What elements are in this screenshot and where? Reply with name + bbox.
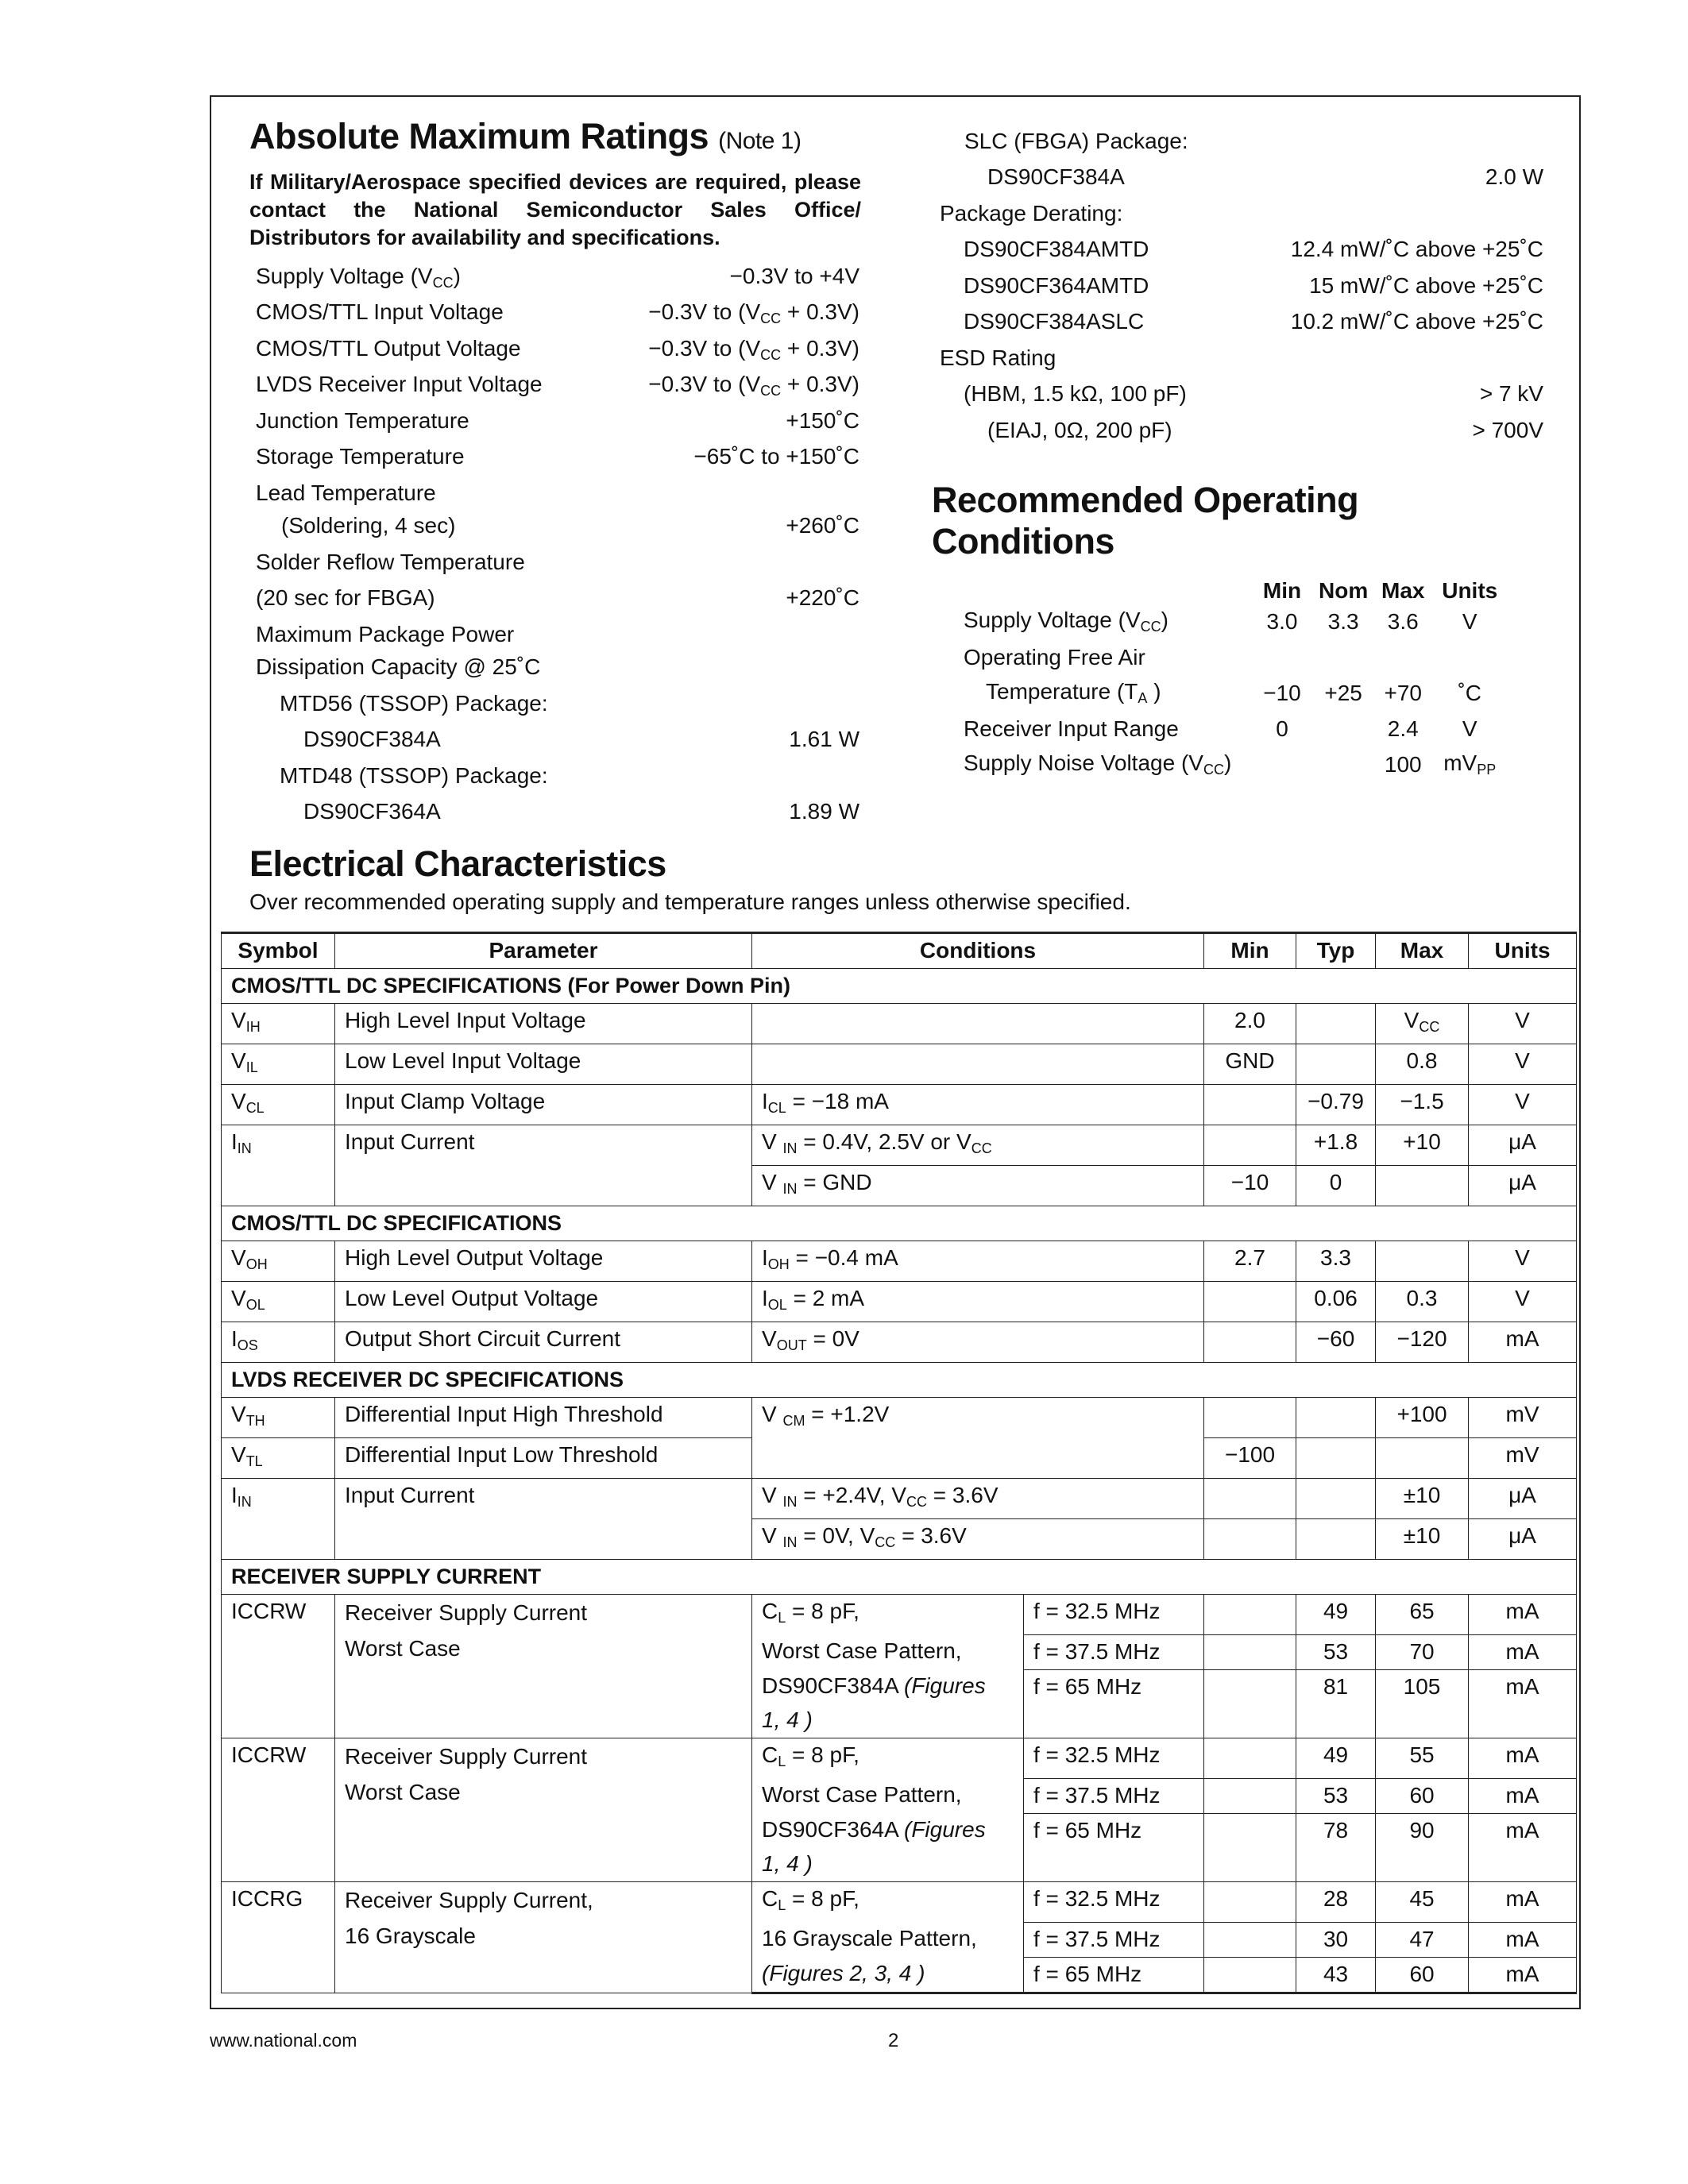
- typ-cell: +1.8: [1296, 1125, 1376, 1166]
- typ-cell: 0.06: [1296, 1282, 1376, 1322]
- parameter-cell: Receiver Supply Current Worst Case: [335, 1595, 752, 1738]
- conditions-cell: 1, 4 ): [752, 1704, 1024, 1738]
- amr-row-label: DS90CF364A: [303, 799, 441, 824]
- conditions-cell: DS90CF364A (Figures: [752, 1813, 1024, 1847]
- roc-header-row: [957, 578, 1508, 604]
- roc-min: −10: [1263, 680, 1301, 705]
- min-cell: 2.0: [1204, 1004, 1296, 1044]
- amr-row-label: LVDS Receiver Input Voltage: [256, 372, 543, 396]
- units-cell: μA: [1469, 1479, 1577, 1519]
- units-cell: μA: [1469, 1519, 1577, 1560]
- amr-warning: If Military/Aerospace specified devices are required, please contact the National Semiconductor Sales Office/ Distributors for availability and specifications.: [249, 170, 861, 249]
- table-row: [222, 1882, 1577, 1923]
- max-cell: 90: [1376, 1813, 1469, 1882]
- symbol-cell: $V_{CL}$: [222, 1085, 335, 1125]
- amr-row-value: 15 mW/˚C above +25˚C: [1309, 273, 1543, 298]
- units-cell: mA: [1469, 1813, 1577, 1882]
- symbol-cell: $I_{IN}$: [222, 1125, 335, 1206]
- typ-cell: 49: [1296, 1595, 1376, 1635]
- amr-row-label: (EIAJ, 0Ω, 200 pF): [987, 418, 1172, 442]
- amr-title: Absolute Maximum Ratings (Note 1): [249, 116, 802, 156]
- amr-right-list: [940, 129, 1543, 462]
- amr-row-value: +220˚C: [786, 585, 859, 610]
- typ-cell: 53: [1296, 1778, 1376, 1813]
- amr-row-value: −65˚C to +150˚C: [693, 444, 859, 469]
- frequency-cell: f = 37.5 MHz: [1024, 1634, 1204, 1669]
- amr-row-label: DS90CF384A: [987, 164, 1125, 189]
- parameter-cell: Input Clamp Voltage: [335, 1085, 752, 1125]
- amr-row-label: Lead Temperature: [256, 480, 436, 505]
- section-row: CMOS/TTL DC SPECIFICATIONS: [222, 1206, 1577, 1241]
- amr-row-label: Junction Temperature: [256, 408, 469, 433]
- roc-header: Min: [1262, 578, 1302, 603]
- ec-header: Typ: [1296, 933, 1376, 969]
- table-row: [222, 1085, 1577, 1125]
- amr-note: (Note 1): [718, 128, 802, 154]
- min-cell: GND: [1204, 1044, 1296, 1085]
- roc-max: 3.6: [1387, 608, 1419, 634]
- table-row: [222, 1398, 1577, 1438]
- amr-row-value: > 7 kV: [1479, 381, 1543, 406]
- amr-row-value: > 700V: [1472, 418, 1543, 442]
- amr-row-value: 12.4 mW/˚C above +25˚C: [1290, 237, 1543, 261]
- amr-row-label: DS90CF384ASLC: [964, 309, 1145, 334]
- frequency-cell: f = 65 MHz: [1024, 1669, 1204, 1738]
- max-cell: 105: [1376, 1669, 1469, 1738]
- roc-nom: [1312, 639, 1374, 675]
- parameter-cell: Input Current: [335, 1479, 752, 1560]
- min-cell: 2.7: [1204, 1241, 1296, 1282]
- units-cell: mV: [1469, 1438, 1577, 1479]
- roc-header: Units: [1442, 578, 1498, 603]
- max-cell: 65: [1376, 1595, 1469, 1635]
- max-cell: 60: [1376, 1778, 1469, 1813]
- roc-label: Operating Free Air: [964, 644, 1145, 669]
- roc-max: 2.4: [1387, 716, 1419, 741]
- table-row: [222, 1322, 1577, 1363]
- min-cell: −100: [1204, 1438, 1296, 1479]
- symbol-cell: ICCRG: [222, 1882, 335, 1993]
- conditions-cell: $C_L = 8$ pF,: [752, 1738, 1024, 1779]
- max-cell: $V_{CC}$: [1376, 1004, 1469, 1044]
- roc-label: Supply Voltage $(V_{CC})$: [964, 608, 1168, 635]
- roc-title: Recommended Operating Conditions: [932, 480, 1359, 561]
- ec-heading: [249, 843, 1131, 915]
- max-cell: ±10: [1376, 1479, 1469, 1519]
- frequency-cell: f = 65 MHz: [1024, 1957, 1204, 1993]
- ec-header: Min: [1204, 933, 1296, 969]
- section-row: LVDS RECEIVER DC SPECIFICATIONS: [222, 1363, 1577, 1398]
- table-row: [222, 1044, 1577, 1085]
- amr-row-label: DS90CF364AMTD: [964, 273, 1149, 298]
- parameter-cell: Differential Input High Threshold: [335, 1398, 752, 1438]
- symbol-cell: $V_{TL}$: [222, 1438, 335, 1479]
- typ-cell: 53: [1296, 1634, 1376, 1669]
- amr-row-label: (HBM, 1.5 kΩ, 100 pF): [964, 381, 1187, 406]
- conditions-cell: $I_{OH} = -0.4$ mA: [752, 1241, 1204, 1282]
- frequency-cell: f = 32.5 MHz: [1024, 1882, 1204, 1923]
- units-cell: mA: [1469, 1634, 1577, 1669]
- roc-label: Supply Noise Voltage $(V_{CC})$: [964, 751, 1232, 778]
- roc-nom: 3.3: [1327, 608, 1359, 634]
- ec-header-row: [222, 933, 1577, 969]
- parameter-cell: Output Short Circuit Current: [335, 1322, 752, 1363]
- table-row: [222, 1595, 1577, 1635]
- roc-min: [1252, 639, 1312, 675]
- conditions-cell: V $_{CM}$ = +1.2V: [752, 1398, 1204, 1479]
- amr-row-value: −0.3V to $(V_{CC} + 0.3V)$: [648, 372, 859, 399]
- typ-cell: −60: [1296, 1322, 1376, 1363]
- roc-min: 0: [1276, 716, 1288, 741]
- conditions-cell: V $_{IN}$ = +2.4V, $V_{CC} = 3.6V$: [752, 1479, 1204, 1519]
- roc-units: ˚C: [1458, 680, 1481, 705]
- units-cell: mA: [1469, 1738, 1577, 1779]
- parameter-cell: Receiver Supply Current Worst Case: [335, 1738, 752, 1882]
- ec-subtitle: Over recommended operating supply and temperature ranges unless otherwise specified.: [249, 889, 1131, 914]
- amr-row-value: −0.3V to $(V_{CC} + 0.3V)$: [648, 299, 859, 326]
- amr-row-value: −0.3V to $(V_{CC} + 0.3V)$: [648, 336, 859, 363]
- ec-table: [221, 932, 1577, 1994]
- roc-label: Temperature ($T_A$ ): [986, 679, 1161, 706]
- parameter-cell: High Level Output Voltage: [335, 1241, 752, 1282]
- amr-row-label: Dissipation Capacity @ 25˚C: [256, 654, 541, 679]
- units-cell: V: [1469, 1044, 1577, 1085]
- section-row: RECEIVER SUPPLY CURRENT: [222, 1560, 1577, 1595]
- typ-cell: 30: [1296, 1922, 1376, 1957]
- frequency-cell: f = 65 MHz: [1024, 1813, 1204, 1882]
- typ-cell: 81: [1296, 1669, 1376, 1738]
- max-cell: 60: [1376, 1957, 1469, 1993]
- roc-nom: [1312, 711, 1374, 747]
- conditions-cell: V $_{IN}$ = 0.4V, 2.5V or $V_{CC}$: [752, 1125, 1204, 1166]
- amr-row-label: CMOS/TTL Output Voltage: [256, 336, 521, 361]
- min-cell: −10: [1204, 1166, 1296, 1206]
- typ-cell: −0.79: [1296, 1085, 1376, 1125]
- ec-header: Max: [1376, 933, 1469, 969]
- amr-row-label: MTD48 (TSSOP) Package:: [280, 763, 548, 788]
- roc-nom: +25: [1324, 680, 1362, 705]
- section-row: CMOS/TTL DC SPECIFICATIONS (For Power Down Pin): [222, 969, 1577, 1004]
- frequency-cell: f = 37.5 MHz: [1024, 1922, 1204, 1957]
- footer-url[interactable]: www.national.com: [210, 2030, 357, 2051]
- parameter-cell: Input Current: [335, 1125, 752, 1206]
- max-cell: ±10: [1376, 1519, 1469, 1560]
- roc-units: [1431, 639, 1508, 675]
- roc-header: Nom: [1319, 578, 1369, 603]
- amr-row-value: 10.2 mW/˚C above +25˚C: [1290, 309, 1543, 334]
- amr-row-value: 1.89 W: [789, 799, 859, 824]
- units-cell: mA: [1469, 1322, 1577, 1363]
- parameter-cell: Low Level Input Voltage: [335, 1044, 752, 1085]
- amr-row-label: Maximum Package Power: [256, 622, 515, 646]
- roc-max: [1374, 639, 1431, 675]
- units-cell: V: [1469, 1085, 1577, 1125]
- units-cell: mV: [1469, 1398, 1577, 1438]
- table-row: [222, 1241, 1577, 1282]
- parameter-cell: Differential Input Low Threshold: [335, 1438, 752, 1479]
- conditions-cell: 16 Grayscale Pattern,: [752, 1922, 1024, 1957]
- typ-cell: 78: [1296, 1813, 1376, 1882]
- roc-row: [957, 639, 1508, 675]
- parameter-cell: Low Level Output Voltage: [335, 1282, 752, 1322]
- symbol-cell: ICCRW: [222, 1595, 335, 1738]
- max-cell: 55: [1376, 1738, 1469, 1779]
- units-cell: mA: [1469, 1882, 1577, 1923]
- units-cell: mA: [1469, 1778, 1577, 1813]
- conditions-cell: (Figures 2, 3, 4 ): [752, 1957, 1024, 1993]
- conditions-cell: $V_{OUT} = 0V$: [752, 1322, 1204, 1363]
- units-cell: μA: [1469, 1125, 1577, 1166]
- ec-header: Conditions: [752, 933, 1204, 969]
- amr-list: [256, 264, 859, 835]
- max-cell: 47: [1376, 1922, 1469, 1957]
- ec-header: Parameter: [335, 933, 752, 969]
- conditions-cell: Worst Case Pattern,: [752, 1634, 1024, 1669]
- amr-row-value: 2.0 W: [1485, 164, 1543, 189]
- table-row: [222, 1282, 1577, 1322]
- frequency-cell: f = 37.5 MHz: [1024, 1778, 1204, 1813]
- symbol-cell: $V_{TH}$: [222, 1398, 335, 1438]
- conditions-cell: $C_L = 8$ pF,: [752, 1595, 1024, 1635]
- symbol-cell: $V_{IL}$: [222, 1044, 335, 1085]
- amr-row-label: MTD56 (TSSOP) Package:: [280, 691, 548, 716]
- amr-row-value: +260˚C: [786, 513, 859, 538]
- symbol-cell: $V_{OH}$: [222, 1241, 335, 1282]
- roc-row: [957, 747, 1508, 782]
- amr-row-label: DS90CF384A: [303, 727, 441, 751]
- conditions-cell: V $_{IN}$ = GND: [752, 1166, 1204, 1206]
- roc-label: Receiver Input Range: [964, 716, 1179, 741]
- amr-row-label: ESD Rating: [940, 345, 1056, 370]
- amr-row-label: Package Derating:: [940, 201, 1123, 226]
- amr-row-value: +150˚C: [786, 408, 859, 433]
- ec-header: Symbol: [222, 933, 335, 969]
- conditions-cell: V $_{IN}$ = 0V, $V_{CC} = 3.6V$: [752, 1519, 1204, 1560]
- frequency-cell: f = 32.5 MHz: [1024, 1595, 1204, 1635]
- max-cell: +100: [1376, 1398, 1469, 1438]
- amr-row-label: (20 sec for FBGA): [256, 585, 435, 610]
- conditions-cell: DS90CF384A (Figures: [752, 1669, 1024, 1704]
- symbol-cell: $I_{IN}$: [222, 1479, 335, 1560]
- max-cell: 70: [1376, 1634, 1469, 1669]
- amr-row-value: −0.3V to +4V: [729, 264, 859, 288]
- roc-row: [957, 675, 1508, 711]
- roc-table: [957, 578, 1508, 782]
- amr-row-label: SLC (FBGA) Package:: [964, 129, 1188, 153]
- amr-row-label: CMOS/TTL Input Voltage: [256, 299, 504, 324]
- amr-row-label: (Soldering, 4 sec): [281, 513, 456, 538]
- roc-units: V: [1462, 716, 1477, 741]
- frequency-cell: f = 32.5 MHz: [1024, 1738, 1204, 1779]
- roc-units: V: [1462, 608, 1477, 634]
- conditions-cell: 1, 4 ): [752, 1847, 1024, 1882]
- roc-header: Max: [1381, 578, 1425, 603]
- amr-row-label: Storage Temperature: [256, 444, 465, 469]
- roc-min: 3.0: [1266, 608, 1298, 634]
- conditions-cell: Worst Case Pattern,: [752, 1778, 1024, 1813]
- max-cell: −120: [1376, 1322, 1469, 1363]
- max-cell: +10: [1376, 1125, 1469, 1166]
- roc-nom: [1312, 747, 1374, 782]
- symbol-cell: $V_{OL}$: [222, 1282, 335, 1322]
- max-cell: −1.5: [1376, 1085, 1469, 1125]
- roc-max: 100: [1384, 751, 1422, 777]
- table-row: [222, 1479, 1577, 1519]
- max-cell: 45: [1376, 1882, 1469, 1923]
- ec-title: Electrical Characteristics: [249, 843, 666, 884]
- max-cell: 0.3: [1376, 1282, 1469, 1322]
- units-cell: V: [1469, 1282, 1577, 1322]
- conditions-cell: $I_{OL} = 2$ mA: [752, 1282, 1204, 1322]
- symbol-cell: ICCRW: [222, 1738, 335, 1882]
- table-row: [222, 1004, 1577, 1044]
- typ-cell: 3.3: [1296, 1241, 1376, 1282]
- amr-row-value: 1.61 W: [789, 727, 859, 751]
- conditions-cell: $C_L = 8$ pF,: [752, 1882, 1024, 1923]
- table-row: [222, 1125, 1577, 1166]
- typ-cell: 0: [1296, 1166, 1376, 1206]
- roc-max: +70: [1384, 680, 1422, 705]
- units-cell: mA: [1469, 1957, 1577, 1993]
- symbol-cell: $V_{IH}$: [222, 1004, 335, 1044]
- typ-cell: 43: [1296, 1957, 1376, 1993]
- symbol-cell: $I_{OS}$: [222, 1322, 335, 1363]
- parameter-cell: Receiver Supply Current, 16 Grayscale: [335, 1882, 752, 1993]
- roc-row: [957, 711, 1508, 747]
- units-cell: V: [1469, 1241, 1577, 1282]
- typ-cell: 28: [1296, 1882, 1376, 1923]
- units-cell: mA: [1469, 1922, 1577, 1957]
- max-cell: 0.8: [1376, 1044, 1469, 1085]
- roc-row: [957, 604, 1508, 639]
- amr-section: [249, 116, 861, 252]
- amr-row-label: Supply Voltage $(V_{CC})$: [256, 264, 461, 291]
- table-row: [222, 1738, 1577, 1779]
- roc-min: [1252, 747, 1312, 782]
- units-cell: mA: [1469, 1669, 1577, 1738]
- page-number: 2: [888, 2030, 899, 2051]
- conditions-cell: $I_{CL} = -18$ mA: [752, 1085, 1204, 1125]
- amr-row-label: Solder Reflow Temperature: [256, 550, 525, 574]
- typ-cell: 49: [1296, 1738, 1376, 1779]
- units-cell: mA: [1469, 1595, 1577, 1635]
- amr-row-label: DS90CF384AMTD: [964, 237, 1149, 261]
- ec-header: Units: [1469, 933, 1577, 969]
- units-cell: V: [1469, 1004, 1577, 1044]
- roc-units: $mV_{PP}$: [1443, 751, 1497, 778]
- parameter-cell: High Level Input Voltage: [335, 1004, 752, 1044]
- units-cell: μA: [1469, 1166, 1577, 1206]
